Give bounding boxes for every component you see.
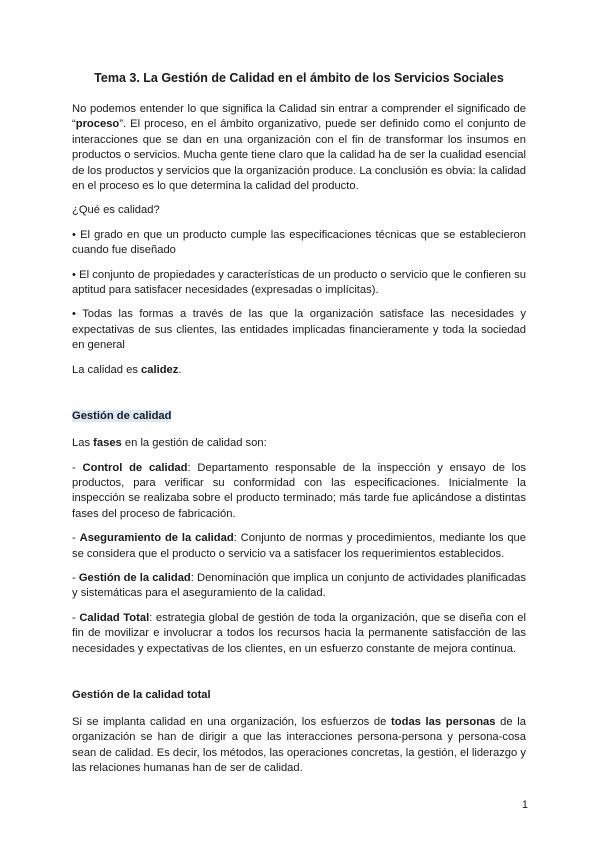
total-text-end: de la organización se han de dirigir a que las interacciones persona-persona y persona-cosa sean de calidad. Es decir, los métodos, las operaciones concretas, la gestión, el liderazgo y las relaciones humanas han de ser de calidad. <box>72 715 526 775</box>
fase-text: : Conjunto de normas y procedimientos, mediante los que se considera que el producto o servicio va a satisfacer los requerimientos establecidos. <box>72 532 526 560</box>
fase-text: : Departamento responsable de la inspección y ensayo de los productos, para verificar su conformidad con las especificaciones. Inicialmente la inspección se realizaba sobre el producto terminado; más tarde fue aplicándose a distintas fases del proceso de fabricación. <box>72 461 527 520</box>
gestion-heading-text: Gestión de calidad <box>72 410 172 423</box>
page-content <box>72 70 526 786</box>
fase-dash: - <box>72 571 79 584</box>
fase-dash: - <box>72 611 80 624</box>
total-bold: todas las personas <box>391 715 496 728</box>
fase-item-aseguramiento <box>72 531 526 562</box>
calidez-text-end: . <box>178 363 182 376</box>
fase-item-gestion <box>72 571 526 602</box>
fase-text: : Denominación que implica un conjunto de actividades planificadas y sistemáticas para el aseguramiento de la calidad. <box>72 571 526 600</box>
fase-term: Control de calidad <box>82 461 188 474</box>
fase-item-calidad-total <box>72 611 526 657</box>
fase-term: Gestión de la calidad <box>78 571 191 584</box>
intro-paragraph <box>72 102 526 194</box>
bullet-1: • El grado en que un producto cumple las especificaciones técnicas que se establecieron cuando fue diseñado <box>72 228 526 257</box>
fases-text-start: Las <box>72 437 94 450</box>
fase-dash: - <box>72 532 80 545</box>
calidez-paragraph <box>72 363 526 378</box>
fase-term: Aseguramiento de la calidad <box>79 532 234 545</box>
page-number: 1 <box>521 799 528 811</box>
question-paragraph: ¿Qué es calidad? <box>72 204 160 217</box>
calidez-bold: calidez <box>141 363 179 376</box>
fase-term: Calidad Total <box>79 611 150 624</box>
section-gap <box>72 387 526 409</box>
total-paragraph <box>72 715 526 777</box>
fases-text-end: en la gestión de calidad son: <box>121 437 267 450</box>
fases-bold: fases <box>93 437 122 450</box>
intro-text-end: ”. El proceso, en el ámbito organizativo, puede ser definido como el conjunto de interacciones que se dan en una organización con el fin de transformar los insumos en productos o servicios. Mucha gente tiene claro que la calidad ha de ser la cualidad esencial de los productos y servicios que la organización produce. La conclusión es obvia: la calidad en el proceso es lo que determina la calidad del producto. <box>72 118 526 193</box>
page-title: Tema 3. La Gestión de Calidad en el ámbito de los Servicios Sociales <box>94 71 504 85</box>
section-gap <box>72 666 526 688</box>
calidez-text-start: La calidad es <box>72 363 142 376</box>
fase-item-control <box>72 461 526 523</box>
bullet-2: • El conjunto de propiedades y características de un producto o servicio que le confieren su aptitud para satisfacer necesidades (expresadas o implícitas). <box>72 268 526 297</box>
fase-text: : estrategia global de gestión de toda la organización, que se diseña con el fin de movilizar e involucrar a todos los recursos hacia la permanente satisfacción de las necesidades y expectativas de los clientes, en un esfuerzo constante de mejora continua. <box>72 611 526 655</box>
intro-text-start: No podemos entender lo que significa la Calidad sin entrar a comprender el significado de “ <box>72 103 526 131</box>
bullet-3: • Todas las formas a través de las que la organización satisface las necesidades y expectativas de sus clientes, las entidades implicadas financieramente y toda la sociedad en general <box>72 308 526 352</box>
fase-dash: - <box>72 461 83 474</box>
fases-paragraph <box>72 436 526 451</box>
gestion-heading <box>72 409 526 424</box>
intro-bold-proceso: proceso <box>75 118 120 131</box>
total-text-start: Si se implanta calidad en una organización, los esfuerzos de <box>72 715 392 728</box>
total-heading: Gestión de la calidad total <box>72 688 211 701</box>
